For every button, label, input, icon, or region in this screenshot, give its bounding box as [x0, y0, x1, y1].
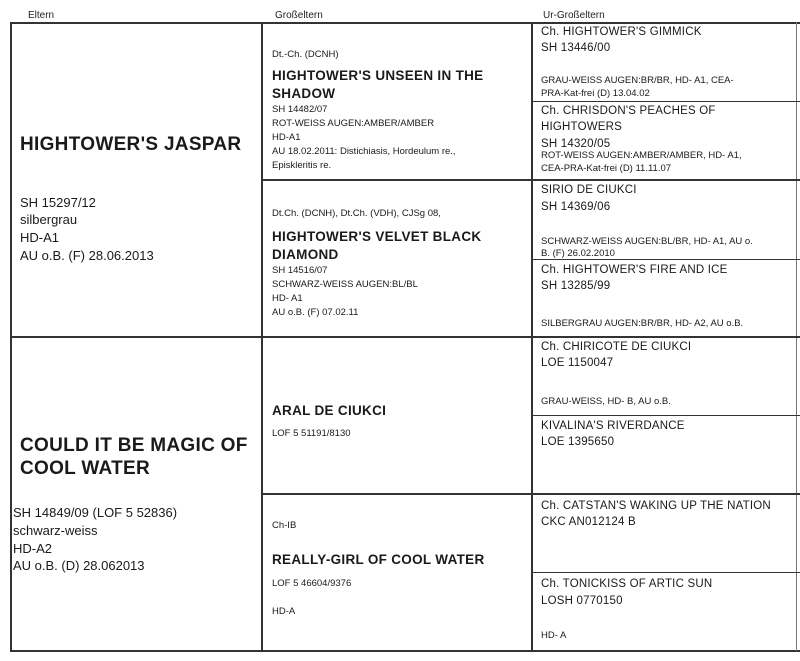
grid-parents-divider [10, 336, 800, 338]
ggp-6-name: KIVALINA'S RIVERDANCE [541, 420, 685, 432]
grandparent-4-hd: HD-A [272, 606, 296, 617]
grid-grandparents-divider-bottom [261, 493, 800, 495]
parent-2-name-line2: COOL WATER [20, 458, 151, 479]
ggp-5-details1: GRAU-WEISS, HD- B, AU o.B. [541, 396, 671, 407]
grandparent-3-name: ARAL DE CIUKCI [272, 403, 387, 418]
parent-1-hd: HD-A1 [20, 230, 60, 245]
grandparent-2-reg: SH 14516/07 [272, 265, 328, 276]
grandparent-2-name-line2: DIAMOND [272, 247, 339, 262]
ggp-2-details1: ROT-WEISS AUGEN:AMBER/AMBER, HD- A1, [541, 150, 742, 161]
ggp-8-reg: LOSH 0770150 [541, 595, 623, 607]
ggp-7-name: Ch. CATSTAN'S WAKING UP THE NATION [541, 500, 771, 512]
parent-2-color: schwarz-weiss [13, 523, 98, 538]
parent-2-reg: SH 14849/09 (LOF 5 52836) [13, 505, 178, 520]
grandparent-1-reg: SH 14482/07 [272, 104, 328, 115]
ggp-4-name: Ch. HIGHTOWER'S FIRE AND ICE [541, 264, 728, 276]
ggp-5-name: Ch. CHIRICOTE DE CIUKCI [541, 341, 692, 353]
grandparent-1-title: Dt.-Ch. (DCNH) [272, 49, 339, 60]
header-grandparents: Großeltern [275, 10, 323, 21]
ggp-6-reg: LOE 1395650 [541, 436, 615, 448]
ggp-4-details1: SILBERGRAU AUGEN:BR/BR, HD- A2, AU o.B. [541, 318, 744, 329]
ggp-2-reg: SH 14320/05 [541, 138, 611, 150]
parent-2-eyes: AU o.B. (D) 28.062013 [13, 558, 145, 573]
grid-grandparents-divider-top [261, 179, 800, 181]
ggp-1-reg: SH 13446/00 [541, 42, 611, 54]
grandparent-4-title: Ch-IB [272, 520, 297, 531]
grandparent-1-name-line1: HIGHTOWER'S UNSEEN IN THE [272, 68, 484, 83]
ggp-3-details1: SCHWARZ-WEISS AUGEN:BL/BR, HD- A1, AU o. [541, 236, 753, 247]
parent-2-hd: HD-A2 [13, 541, 53, 556]
grid-ggp-divider-1 [531, 101, 800, 102]
grandparent-2-hd: HD- A1 [272, 293, 303, 304]
header-greatgrandparents: Ur-Großeltern [543, 10, 605, 21]
ggp-3-details2: B. (F) 26.02.2010 [541, 248, 615, 259]
grid-bottom-line [10, 650, 800, 652]
ggp-2-details2: CEA-PRA-Kat-frei (D) 11.11.07 [541, 163, 672, 174]
grandparent-2-eyes: AU o.B. (F) 07.02.11 [272, 307, 359, 318]
grid-top-line [10, 22, 800, 24]
ggp-7-reg: CKC AN012124 B [541, 516, 636, 528]
grandparent-1-name-line2: SHADOW [272, 86, 336, 101]
parent-1-reg: SH 15297/12 [20, 195, 96, 210]
grandparent-4-reg: LOF 5 46604/9376 [272, 578, 352, 589]
ggp-1-details1: GRAU-WEISS AUGEN:BR/BR, HD- A1, CEA- [541, 75, 734, 86]
parent-1-name: HIGHTOWER'S JASPAR [20, 134, 242, 155]
grid-ggp-divider-4 [531, 572, 800, 573]
ggp-8-name: Ch. TONICKISS OF ARTIC SUN [541, 578, 713, 590]
ggp-2-name-line1: Ch. CHRISDON'S PEACHES OF [541, 105, 716, 117]
grandparent-1-note2: Episkleritis re. [272, 160, 332, 171]
header-parents: Eltern [28, 10, 55, 21]
grandparent-1-details: ROT-WEISS AUGEN:AMBER/AMBER [272, 118, 435, 129]
grandparent-1-hd: HD-A1 [272, 132, 301, 143]
parent-1-color: silbergrau [20, 212, 78, 227]
ggp-8-hd: HD- A [541, 630, 567, 641]
grandparent-4-name: REALLY-GIRL OF COOL WATER [272, 552, 485, 567]
parent-1-eyes: AU o.B. (F) 28.06.2013 [20, 248, 154, 263]
grandparent-1-note1: AU 18.02.2011: Distichiasis, Hordeulum re., [272, 146, 456, 157]
grandparent-2-title: Dt.Ch. (DCNH), Dt.Ch. (VDH), CJSg 08, [272, 208, 441, 219]
ggp-4-reg: SH 13285/99 [541, 280, 611, 292]
grandparent-2-name-line1: HIGHTOWER'S VELVET BLACK [272, 229, 482, 244]
grid-ggp-divider-2 [531, 259, 800, 260]
ggp-2-name-line2: HIGHTOWERS [541, 121, 623, 133]
parent-2-name-line1: COULD IT BE MAGIC OF [20, 435, 248, 456]
grandparent-3-reg: LOF 5 51191/8130 [272, 428, 351, 439]
ggp-3-reg: SH 14369/06 [541, 201, 611, 213]
ggp-5-reg: LOE 1150047 [541, 357, 614, 369]
ggp-1-name: Ch. HIGHTOWER'S GIMMICK [541, 26, 702, 38]
grandparent-2-details: SCHWARZ-WEISS AUGEN:BL/BL [272, 279, 418, 290]
ggp-3-name: SIRIO DE CIUKCI [541, 184, 637, 196]
ggp-1-details2: PRA-Kat-frei (D) 13.04.02 [541, 88, 650, 99]
grid-ggp-divider-3 [531, 415, 800, 416]
